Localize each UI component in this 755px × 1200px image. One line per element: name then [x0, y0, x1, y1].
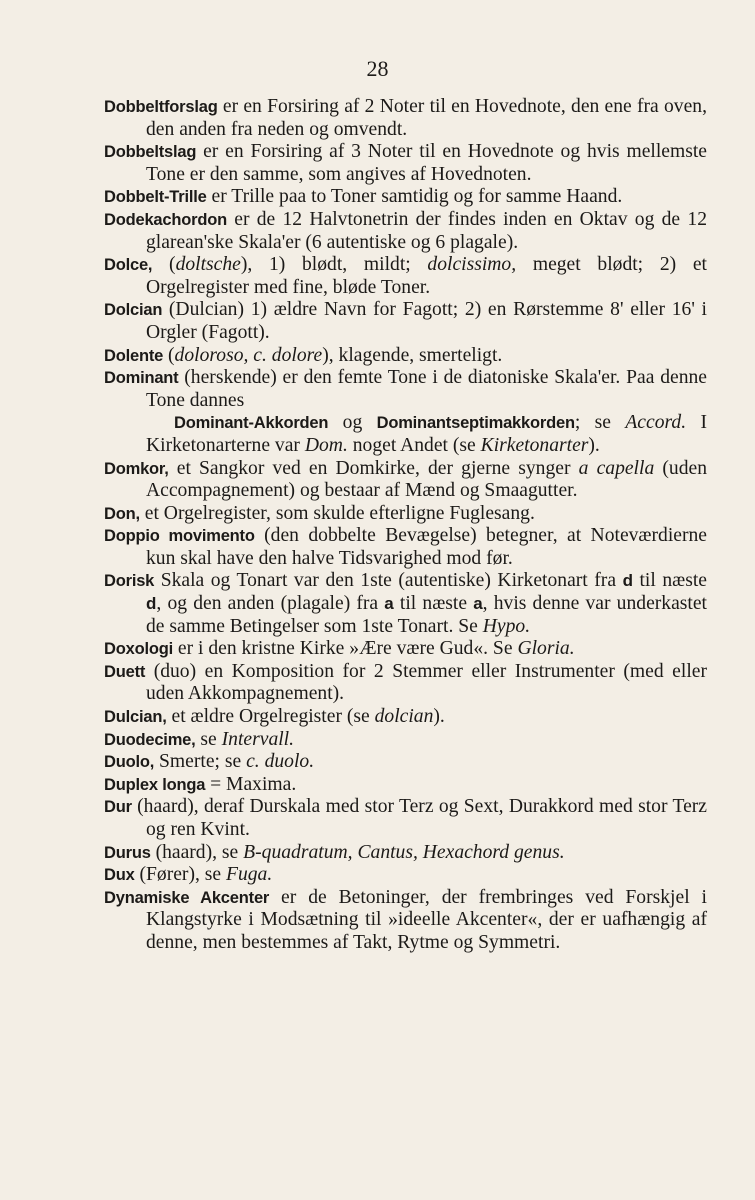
entry-text: et Sangkor ved en Domkirke, der gjerne synger: [168, 457, 579, 479]
dictionary-entry: [104, 141, 707, 186]
entry-headword: Dolce,: [104, 256, 153, 275]
entry-text: (uden Accompagnement) og bestaar af Mænd og Smaagutter.: [146, 457, 707, 502]
entry-headword: Dobbeltslag: [104, 143, 197, 162]
dictionary-entry: [104, 503, 707, 526]
entry-headword: Dulcian,: [104, 708, 167, 727]
entry-text: = Maxima.: [205, 773, 297, 795]
dictionary-entry: [104, 186, 707, 209]
dictionary-entries: [104, 96, 707, 955]
entry-text: et ældre Orgelregister (se: [166, 706, 375, 728]
entry-headword: Dynamiske Akcenter: [104, 888, 270, 907]
entry-text: er i den kristne Kirke »Ære være Gud«. Se: [172, 638, 518, 660]
page-number: 28: [366, 56, 389, 81]
entry-headword: Duodecime,: [104, 730, 196, 749]
entry-italic-text: B-quadratum, Cantus, Hexachord genus.: [243, 841, 565, 863]
entry-headword: Doppio movimento: [104, 527, 255, 546]
dictionary-entry: [104, 842, 707, 865]
entry-headword: Dodekachordon: [104, 210, 227, 229]
entry-headword: Don,: [104, 504, 140, 523]
entry-text: I Kirketonarterne var: [146, 412, 707, 456]
entry-text: ).: [588, 434, 600, 456]
entry-headword: Dobbelt-Trille: [104, 188, 207, 207]
dictionary-entry: [104, 774, 707, 797]
dictionary-entry: [104, 864, 707, 887]
dictionary-entry: [104, 887, 707, 955]
dictionary-entry: [104, 796, 707, 841]
entry-headword: Dur: [104, 798, 132, 817]
entry-headword: Dux: [104, 866, 135, 885]
entry-text: til næste: [393, 593, 474, 615]
entry-text: (Dulcian) 1) ældre Navn for Fagott; 2) en Rørstemme 8' eller 16' i Orgler (Fagott).: [146, 299, 707, 343]
entry-text: til næste: [632, 570, 707, 592]
entry-text: er Trille paa to Toner samtidig og for samme Haand.: [206, 186, 623, 208]
entry-headword: Dolente: [104, 346, 164, 365]
dictionary-entry: [104, 638, 707, 661]
entry-headword: Dolcian: [104, 301, 163, 320]
dictionary-entry: [104, 729, 707, 752]
entry-headword: Duplex longa: [104, 775, 206, 794]
entry-text: (duo) en Komposition for 2 Stemmer eller Instrumenter (med eller uden Akkompagnement).: [145, 660, 707, 705]
dictionary-entry: [104, 299, 707, 344]
entry-text: er de Betoninger, der frembringes ved Forskjel i Klangstyrke i Modsætning til »ideelle Akcenter«, der er uafhængig af denne, men bestemmes af Takt, Rytme og Symmetri.: [146, 886, 707, 953]
entry-text: og: [328, 412, 377, 434]
entry-text: noget Andet (se: [347, 434, 481, 456]
entry-text: , og den anden (plagale) fra: [156, 593, 385, 615]
entry-text: (: [152, 254, 176, 276]
entry-italic-text: Dom.: [304, 434, 348, 456]
entry-italic-text: Accord.: [625, 412, 687, 434]
entry-text: ), klagende, smerteligt.: [322, 344, 503, 366]
dictionary-entry: [104, 661, 707, 706]
entry-text: er de 12 Halvtonetrin der findes inden en Oktav og de 12 glarean'ske Skala'er (6 autentiske og 6 plagale).: [146, 208, 707, 253]
entry-text: se: [195, 728, 222, 750]
dictionary-entry: [104, 412, 707, 457]
entry-text: (: [163, 344, 175, 366]
entry-italic-text: Gloria.: [517, 638, 575, 660]
entry-headword: Domkor,: [104, 459, 169, 478]
entry-headword: Dorisk: [104, 572, 155, 591]
entry-text: er en Forsiring af 3 Noter til en Hovednote og hvis mellemste Tone er den samme, som angives af Hovednoten.: [146, 141, 707, 185]
entry-text: (den dobbelte Bevægelse) betegner, at Noteværdierne kun skal have den halve Tidsvarighed mod før.: [146, 525, 707, 569]
dictionary-entry: [104, 209, 707, 254]
entry-text: , hvis denne var underkastet de samme Betingelser som 1ste Tonart. Se: [146, 593, 707, 637]
entry-italic-text: Kirketonarter: [480, 434, 589, 456]
entry-italic-text: c. duolo.: [246, 751, 315, 773]
entry-italic-text: Intervall.: [221, 728, 295, 750]
dictionary-entry: [104, 254, 707, 299]
entry-headword: Doxologi: [104, 640, 173, 659]
entry-headword: Dominant: [104, 369, 179, 388]
entry-text: ), 1) blødt, mildt;: [240, 254, 428, 276]
entry-text: (haard), se: [150, 841, 244, 863]
entry-text: ; se: [574, 412, 626, 434]
entry-text: Skala og Tonart var den 1ste (autentiske) Kirketonart fra: [154, 570, 623, 592]
entry-italic-text: dolcissimo,: [427, 254, 517, 276]
entry-headword: Duolo,: [104, 753, 155, 772]
entry-text: (Fører), se: [134, 864, 226, 886]
entry-italic-text: doloroso, c. dolore: [174, 344, 323, 366]
entry-text: er en Forsiring af 2 Noter til en Hovednote, den ene fra oven, den anden fra neden og omvendt.: [146, 96, 707, 140]
dictionary-entry: [104, 751, 707, 774]
entry-text: (herskende) er den femte Tone i de diatoniske Skala'er. Paa denne Tone dannes: [146, 367, 707, 411]
entry-italic-text: Fuga.: [225, 864, 273, 886]
entry-text: Smerte; se: [154, 751, 247, 773]
entry-text: et Orgelregister, som skulde efterligne Fuglesang.: [139, 502, 535, 524]
entry-headword: Dominant-Akkorden: [174, 414, 329, 433]
entry-headword: Durus: [104, 843, 151, 862]
entry-headword: Duett: [104, 662, 146, 681]
dictionary-entry: [104, 96, 707, 141]
entry-text: meget blødt; 2) et Orgelregister med fine, bløde Toner.: [146, 254, 707, 298]
dictionary-entry: [104, 367, 707, 412]
entry-italic-text: dolcian: [374, 706, 434, 728]
dictionary-entry: [104, 570, 707, 638]
dictionary-entry: [104, 525, 707, 570]
entry-text: d: [146, 594, 157, 614]
dictionary-entry: [104, 706, 707, 729]
entry-headword: Dobbeltforslag: [104, 98, 218, 116]
entry-italic-text: doltsche: [175, 254, 241, 276]
entry-text: ).: [433, 706, 445, 728]
entry-headword: Dominantseptimakkorden: [376, 414, 575, 433]
entry-italic-text: a capella: [578, 457, 655, 479]
entry-text: (haard), deraf Durskala med stor Terz og Sext, Durakkord med stor Terz og ren Kvint.: [131, 796, 707, 840]
dictionary-entry: [104, 458, 707, 503]
entry-text: d: [622, 571, 633, 591]
dictionary-entry: [104, 345, 707, 368]
entry-text: a: [473, 594, 483, 614]
entry-text: a: [384, 594, 394, 614]
entry-italic-text: Hypo.: [482, 615, 531, 637]
